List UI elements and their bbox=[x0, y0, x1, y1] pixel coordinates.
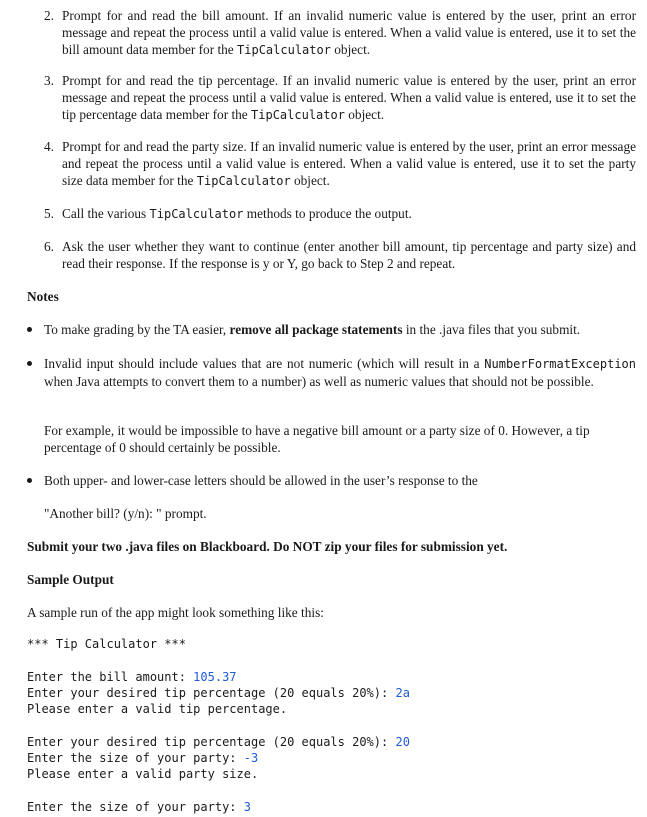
class-name-code: TipCalculator bbox=[237, 43, 331, 57]
console-line: Enter the size of your party: -3 bbox=[27, 751, 259, 765]
user-input: 20 bbox=[395, 735, 410, 749]
note-text: To make grading by the TA easier, remove all package statements in the .java files that you submit. bbox=[44, 322, 581, 337]
step-3 bbox=[44, 72, 636, 124]
note-3 bbox=[27, 472, 636, 489]
bullet-icon bbox=[27, 327, 32, 332]
class-name-code: TipCalculator bbox=[149, 207, 244, 221]
console-line: Enter your desired tip percentage (20 equals 20%): 20 bbox=[27, 735, 410, 749]
step-6 bbox=[44, 238, 636, 272]
console-line: Enter the bill amount: 105.37 bbox=[27, 670, 237, 684]
step-number: 2. bbox=[44, 8, 54, 23]
sample-output-heading: Sample Output bbox=[27, 572, 114, 587]
step-text: Prompt for and read the bill amount. If an invalid numeric value is entered by the user, print an error message and repeat the process until a valid value is entered. When a valid value is entered, use it to set the bill amount data member for the TipCalculator object. bbox=[62, 8, 636, 57]
console-error-line: Please enter a valid party size. bbox=[27, 767, 259, 781]
user-input: -3 bbox=[243, 751, 259, 765]
step-5 bbox=[44, 205, 636, 223]
note-3-prompt: "Another bill? (y/n): " prompt. bbox=[44, 506, 207, 521]
notes-heading: Notes bbox=[27, 289, 59, 304]
step-text: Prompt for and read the tip percentage. If an invalid numeric value is entered by the user, print an error message and repeat the process until a valid value is entered. When a valid value is entered, use it to set the tip percentage data member for the TipCalculator object. bbox=[62, 73, 636, 122]
step-number: 6. bbox=[44, 239, 54, 254]
step-text: Call the various TipCalculator methods to produce the output. bbox=[62, 206, 412, 221]
bullet-icon bbox=[27, 478, 32, 483]
note-2 bbox=[27, 355, 636, 390]
class-name-code: TipCalculator bbox=[251, 108, 345, 122]
user-input: 3 bbox=[243, 800, 251, 814]
user-input: 105.37 bbox=[193, 670, 237, 684]
note-1 bbox=[27, 321, 636, 338]
note-2-example: For example, it would be impossible to have a negative bill amount or a party size of 0. However, a tip percentage of 0 should certainly be possible. bbox=[44, 423, 590, 455]
step-number: 5. bbox=[44, 206, 54, 221]
step-text: Prompt for and read the party size. If an invalid numeric value is entered by the user, print an error message and repeat the process until a valid value is entered. When a valid value is entered, use it to set the party size data member for the TipCalculator object. bbox=[62, 139, 636, 188]
step-number: 3. bbox=[44, 73, 54, 88]
class-name-code: TipCalculator bbox=[196, 174, 291, 188]
note-text: Both upper- and lower-case letters should be allowed in the user’s response to the bbox=[44, 473, 478, 488]
console-error-line: Please enter a valid tip percentage. bbox=[27, 702, 288, 716]
console-line: Enter the size of your party: 3 bbox=[27, 800, 251, 814]
exception-name-code: NumberFormatException bbox=[484, 357, 636, 371]
step-4 bbox=[44, 138, 636, 190]
step-number: 4. bbox=[44, 139, 54, 154]
step-text: Ask the user whether they want to continue (enter another bill amount, tip percentage and party size) and read their response. If the response is y or Y, go back to Step 2 and repeat. bbox=[62, 239, 636, 271]
note-text: Invalid input should include values that are not numeric (which will result in a NumberFormatException when Java attempts to convert them to a number) as well as numeric values that should not be possible. bbox=[44, 356, 636, 389]
bullet-icon bbox=[27, 361, 32, 366]
user-input: 2a bbox=[395, 686, 410, 700]
console-line: Enter your desired tip percentage (20 equals 20%): 2a bbox=[27, 686, 410, 700]
submit-instruction: Submit your two .java files on Blackboard. Do NOT zip your files for submission yet. bbox=[27, 539, 508, 554]
console-title: *** Tip Calculator *** bbox=[27, 637, 186, 651]
sample-intro: A sample run of the app might look something like this: bbox=[27, 605, 324, 620]
step-2 bbox=[44, 7, 636, 59]
